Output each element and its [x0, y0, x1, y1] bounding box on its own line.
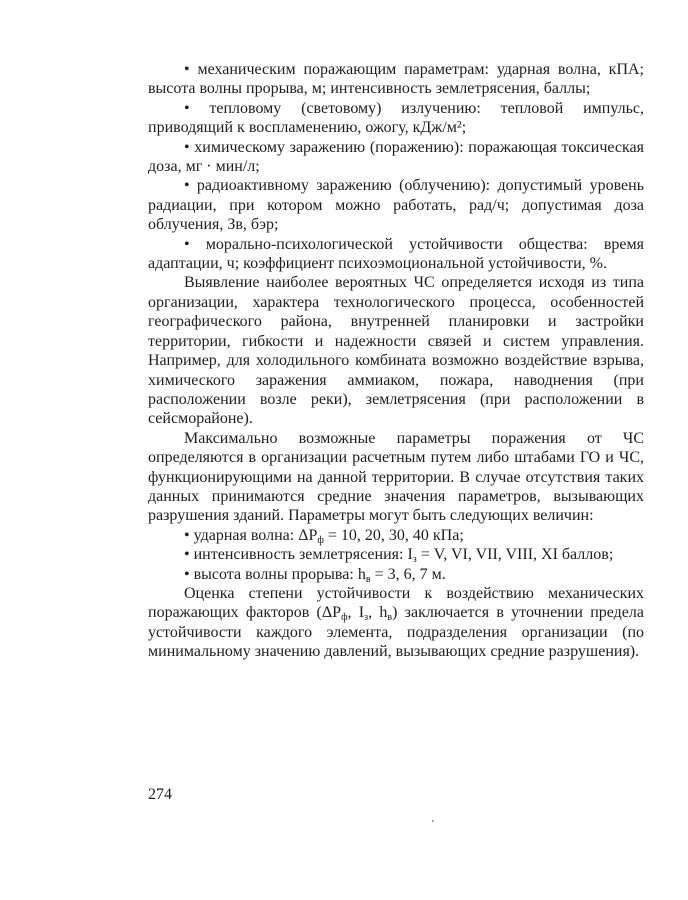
bullet-wave-subscript: в	[365, 573, 371, 585]
bullet-quake-values: = V, VI, VII, VIII, XI баллов;	[416, 546, 614, 564]
paragraph-3-part-d: ) заключается в уточнении предела устойчивости каждого элемента, подразделения организации (по минимальному значению давлений, вызывающих средние разрушения).	[148, 604, 644, 661]
bullet-shock-subscript: ф	[317, 534, 324, 546]
bullet-earthquake	[148, 545, 644, 564]
bullet-radioactive: • радиоактивному заражению (облучению): допустимый уровень радиации, при котором можно работать, рад/ч; допустимая доза облучения, Зв, бэр;	[148, 177, 644, 234]
bullet-mechanical: • механическим поражающим параметрам: ударная волна, кПА; высота волны прорыва, м; интенсивность землетрясения, баллы;	[148, 61, 644, 98]
bullet-thermal: • тепловому (световому) излучению: тепловой импульс, приводящий к воспламенению, ожогу, кДж/м²;	[148, 99, 644, 137]
paragraph-3-sub-1: ф	[341, 612, 348, 624]
paragraph-3-sub-2: з	[364, 612, 369, 624]
bullet-shock-values: = 10, 20, 30, 40 кПа;	[323, 526, 464, 544]
page-body	[148, 60, 644, 662]
paragraph-resistance-assessment	[148, 584, 644, 662]
paragraph-3-part-c: , h	[368, 604, 388, 622]
bullet-quake-prefix: • интенсивность землетрясения: I	[184, 546, 413, 564]
bullet-chemical: • химическому заражению (поражению): поражающая токсическая доза, мг · мин/л;	[148, 138, 644, 176]
paragraph-3-part-b: , I	[347, 604, 365, 622]
paragraph-likely-emergencies: Выявление наиболее вероятных ЧС определяется исходя из типа организации, характера технологического процесса, особенностей географического района, внутренней планировки и застройки территории, гибкости и надежности связей и систем управления. Например, для холодильного комбината возможно воздействие взрыва, химического заражения аммиаком, пожара, наводнения (при расположении возле реки), землетрясения (при расположении в сейсморайоне).	[148, 274, 644, 428]
bullet-shock-prefix: • ударная волна: ΔP	[184, 526, 318, 544]
page-number: 274	[148, 786, 172, 803]
paragraph-3-sub-3: в	[387, 612, 393, 624]
bullet-wave-values: = 3, 6, 7 м.	[370, 565, 446, 583]
scan-speck	[432, 820, 434, 822]
bullet-psychological: • морально-психологической устойчивости общества: время адаптации, ч; коэффициент психоэмоциональной устойчивости, %.	[148, 235, 644, 273]
bullet-wave-prefix: • высота волны прорыва: h	[184, 565, 366, 583]
paragraph-max-parameters: Максимально возможные параметры поражения от ЧС определяются в организации расчетным путем либо штабами ГО и ЧС, функционирующими на данной территории. В случае отсутствия таких данных принимаются средние значения параметров, вызывающих разрушения зданий. Параметры могут быть следующих величин:	[148, 429, 644, 525]
bullet-shock-wave	[148, 526, 644, 545]
paragraph-3-part-a: Оценка степени устойчивости к воздействию механических поражающих факторов (ΔP	[148, 584, 644, 622]
bullet-quake-subscript: з	[412, 554, 417, 566]
bullet-wave-height	[148, 565, 644, 584]
